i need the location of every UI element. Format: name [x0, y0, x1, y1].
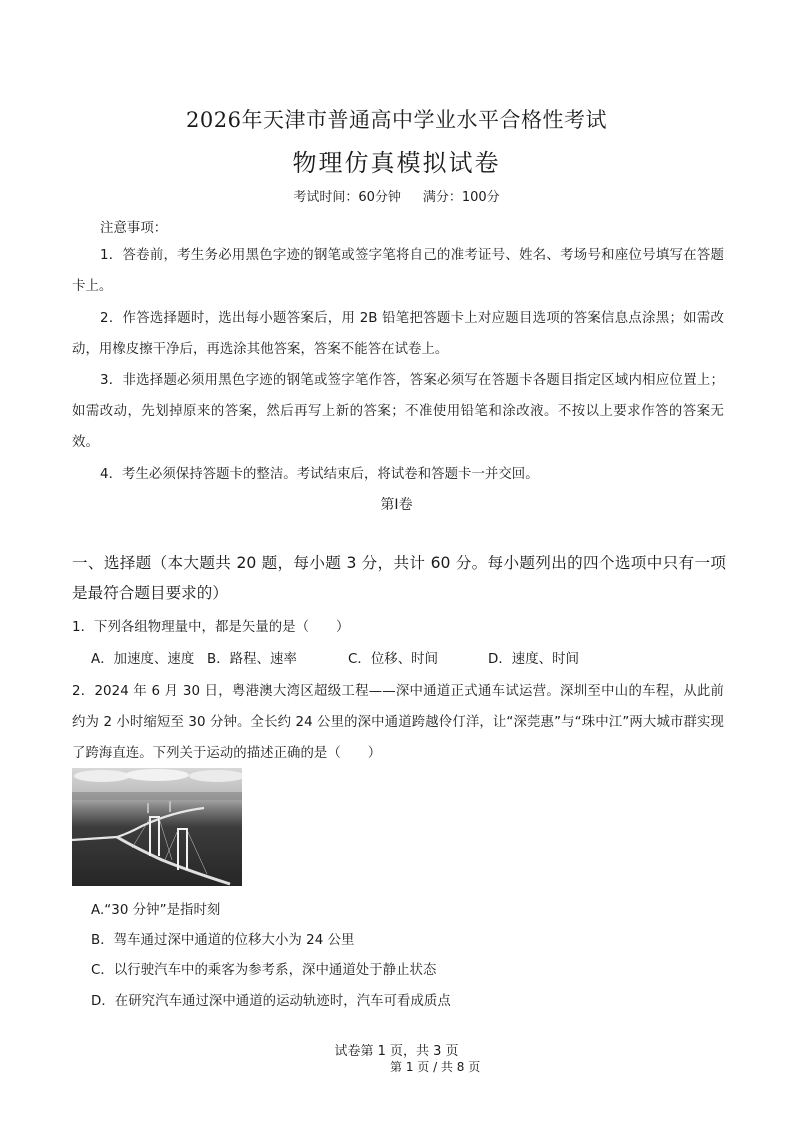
- question-1-option-d: D．速度、时间: [488, 652, 580, 667]
- question-2-option-c: C．以行驶汽车中的乘客为参考系，深中通道处于静止状态: [91, 963, 437, 978]
- question-1-stem: 1．下列各组物理量中，都是矢量的是（ ）: [72, 620, 350, 635]
- notice-item-2: 2．作答选择题时，选出每小题答案后，用 2B 铅笔把答题卡上对应题目选项的答案信息点涂黑；如需改动，用橡皮擦干净后，再选涂其他答案，答案不能答在试卷上。: [72, 311, 724, 357]
- notice-item-1: 1．答卷前，考生务必用黑色字迹的钢笔或签字笔将自己的准考证号、姓名、考场号和座位号填写在答题卡上。: [72, 248, 724, 294]
- exam-subtitle: 物理仿真模拟试卷: [292, 149, 501, 177]
- exam-time: 考试时间：60分钟: [293, 190, 401, 205]
- volume-label: 第Ⅰ卷: [380, 497, 413, 513]
- section-heading: 一、选择题（本大题共 20 题，每小题 3 分，共计 60 分。每小题列出的四个选项中只有一项是最符合题目要求的）: [72, 554, 726, 602]
- exam-page-number: 试卷第 1 页，共 3 页: [334, 1044, 459, 1059]
- bridge-photo: [72, 768, 242, 886]
- notice-heading: 注意事项：: [100, 221, 168, 236]
- question-1-option-a: A．加速度、速度: [91, 652, 195, 667]
- question-1-option-c: C．位移、时间: [348, 652, 439, 667]
- notice-item-4: 4．考生必须保持答题卡的整洁。考试结束后，将试卷和答题卡一并交回。: [100, 467, 539, 482]
- notice-item-3: 3．非选择题必须用黑色字迹的钢笔或签字笔作答，答案必须写在答题卡各题目指定区域内相应位置上；如需改动，先划掉原来的答案，然后再写上新的答案；不准使用铅笔和涂改液。不按以上要求作答的答案无效。: [72, 373, 724, 450]
- exam-title: 2026年天津市普通高中学业水平合格性考试: [186, 108, 607, 132]
- question-2-option-a: A.“30 分钟”是指时刻: [91, 903, 221, 918]
- full-score: 满分：100分: [422, 190, 500, 205]
- question-2-option-d: D．在研究汽车通过深中通道的运动轨迹时，汽车可看成质点: [91, 994, 451, 1009]
- bridge-image: [72, 768, 242, 886]
- question-2-option-b: B．驾车通过深中通道的位移大小为 24 公里: [91, 933, 355, 948]
- question-1-option-b: B．路程、速率: [207, 652, 297, 667]
- question-2-stem: 2．2024 年 6 月 30 日，粤港澳大湾区超级工程——深中通道正式通车试运营。深圳至中山的车程，从此前约为 2 小时缩短至 30 分钟。全长约 24 公里的深中通道跨越伶仃洋，让“深莞惠”与“珠中江”两大城市群实现了跨海直连。下列关于运动的描述正确的是（ ）: [72, 684, 724, 761]
- document-page-number: 第 1 页 / 共 8 页: [390, 1060, 481, 1074]
- exam-meta: [0, 186, 793, 205]
